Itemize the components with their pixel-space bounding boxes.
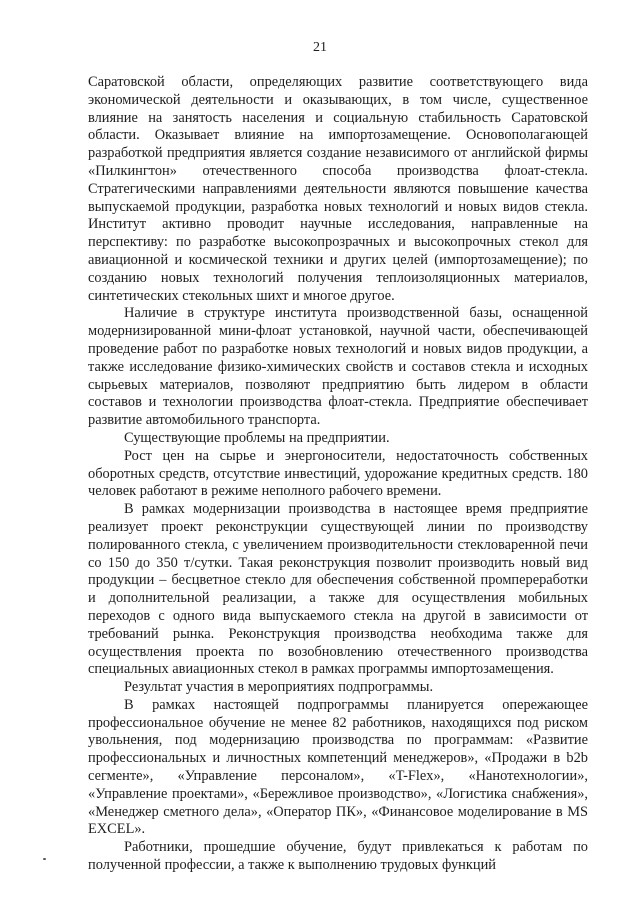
scan-speck xyxy=(43,858,46,860)
document-body xyxy=(88,74,588,875)
paragraph: Результат участия в мероприятиях подпрограммы. xyxy=(124,679,434,696)
page-number: 21 xyxy=(313,40,327,55)
paragraph: В рамках модернизации производства в настоящее время предприятие реализует проект реконструкции существующей линии по производству полированного стекла, с увеличением производительности стекловаренной печи со 150 до 350 т/сутки. Такая реконструкция позволит производить новый вид продукции – бесцветное стекло для обеспечения собственной промпереработки и дополнительной реализации, а также для осуществления мобильных переходов с одного вида выпускаемого стекла на другой в зависимости от требований рынка. Реконструкция производства необходима также для осуществления проекта по возобновлению отечественного производства специальных авиационных стекол в рамках программы импортозамещения. xyxy=(88,501,588,678)
paragraph: Рост цен на сырье и энергоносители, недостаточность собственных оборотных средств, отсутствие инвестиций, удорожание кредитных средств. 180 человек работают в режиме неполного рабочего времени. xyxy=(88,447,588,500)
paragraph-continuation: Саратовской области, определяющих развитие соответствующего вида экономической деятельности и оказывающих, в том числе, существенное влияние на занятость населения и социальную стабильность Саратовской области. Оказывает влияние на импортозамещение. Основополагающей разработкой предприятия является создание независимого от английской фирмы «Пилкингтон» отечественного способа производства флоат-стекла. Стратегическими направлениями деятельности являются повышение качества выпускаемой продукции, разработка новых технологий и новых видов стекла. Институт активно проводит научные исследования, направленные на перспективу: по разработке высокопрозрачных и высокопрочных стекол для авиационной и космической техники и других целей (импортозамещение); по созданию новых технологий получения теплоизоляционных материалов, синтетических стекольных шихт и многое другое. xyxy=(88,74,588,304)
paragraph: В рамках настоящей подпрограммы планируется опережающее профессиональное обучение не менее 82 работников, находящихся под риском увольнения, под модернизацию производства по программам: «Развитие профессиональных и личностных компетенций менеджеров», «Продажи в b2b сегменте», «Управление персоналом», «T-Flex», «Нанотехнологии», «Управление проектами», «Бережливое производство», «Логистика снабжения», «Менеджер сметного дела», «Оператор ПК», «Финансовое моделирование в MS EXCEL». xyxy=(88,696,588,838)
paragraph: Существующие проблемы на предприятии. xyxy=(124,429,390,446)
paragraph: Работники, прошедшие обучение, будут привлекаться к работам по полученной профессии, а также к выполнению трудовых функций xyxy=(88,839,588,874)
paragraph: Наличие в структуре института производственной базы, оснащенной модернизированной мини-флоат установкой, научной части, обеспечивающей проведение работ по разработке новых технологий и новых видов продукции, а также исследование физико-химических свойств и составов стекла и исходных сырьевых материалов, позволяют предприятию быть лидером в области составов и технологии производства флоат-стекла. Предприятие обеспечивает развитие автомобильного транспорта. xyxy=(88,305,588,429)
